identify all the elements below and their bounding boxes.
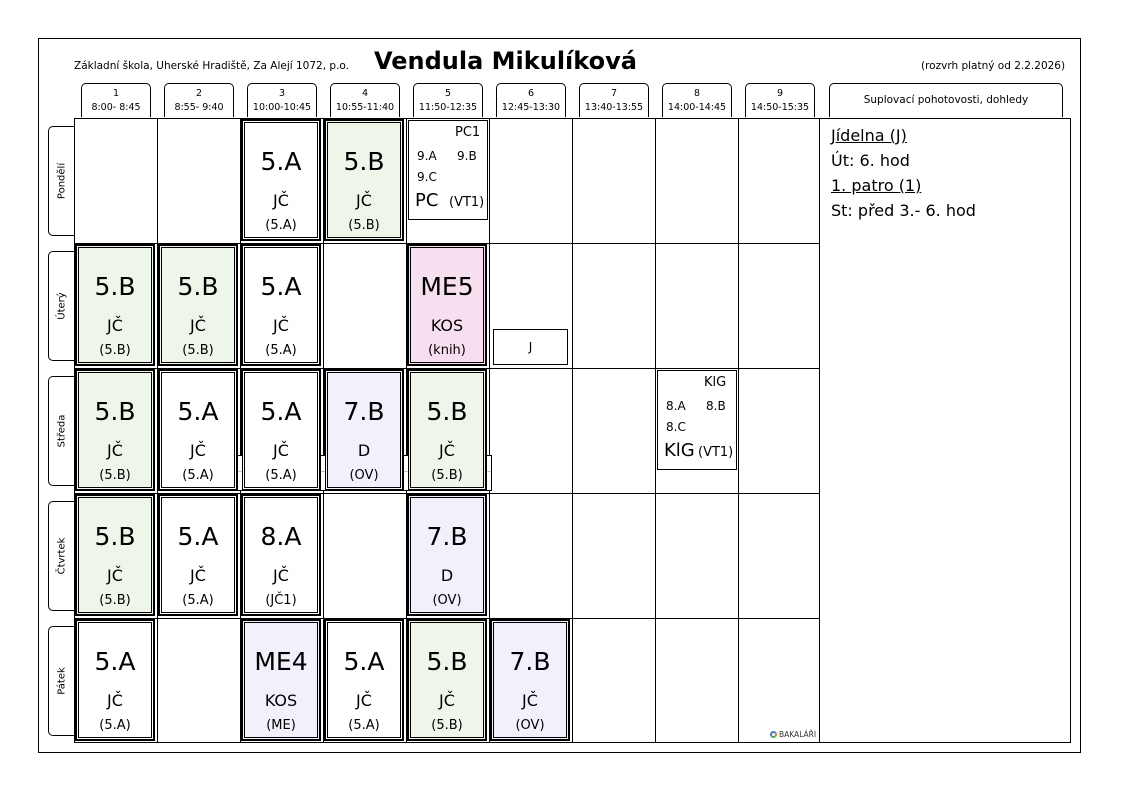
day-header (48, 626, 74, 736)
grid-column-line (655, 118, 656, 743)
period-header-8 (662, 83, 732, 117)
lesson-cell[interactable] (324, 619, 404, 741)
lesson-class: 5.A (260, 272, 302, 301)
lesson-room: (5.B) (348, 218, 380, 233)
lesson-subject: JČ (522, 691, 538, 710)
group-class: 8.B (706, 399, 726, 413)
day-label: Pondělí (56, 162, 67, 200)
lesson-class: 5.B (426, 647, 468, 676)
valid-from: (rozvrh platný od 2.2.2026) (921, 60, 1066, 72)
day-label: Čtvrtek (56, 537, 67, 575)
period-number: 4 (361, 88, 369, 99)
lesson-class: 5.B (426, 397, 468, 426)
group-room: (VT1) (449, 195, 485, 210)
period-number: 3 (278, 88, 286, 99)
lesson-room: (5.A) (348, 718, 380, 733)
supervision-item: St: před 3.- 6. hod (831, 201, 976, 220)
lesson-class: 5.A (343, 647, 385, 676)
lesson-cell[interactable] (158, 369, 238, 491)
lesson-room: (5.A) (265, 468, 297, 483)
period-number: 5 (444, 88, 452, 99)
lesson-cell[interactable] (75, 494, 155, 616)
lesson-class: ME4 (254, 647, 308, 676)
lesson-class: ME5 (420, 272, 474, 301)
lesson-class: 7.B (426, 522, 468, 551)
lesson-subject: KOS (430, 316, 464, 335)
school-name: Základní škola, Uherské Hradiště, Za Alejí 1072, p.o. (74, 60, 349, 72)
lesson-subject: JČ (439, 441, 455, 460)
lesson-room: (ME) (266, 718, 296, 733)
period-number: 9 (776, 88, 784, 99)
brand-name: BAKALÁŘI (779, 730, 817, 739)
supervision-mark[interactable]: J (493, 329, 568, 365)
lesson-cell[interactable] (75, 244, 155, 366)
day-header (48, 251, 74, 361)
group-subject: KlG (664, 440, 695, 461)
period-header-1 (81, 83, 151, 117)
period-time: 8:55- 9:40 (174, 102, 224, 113)
period-time: 8:00- 8:45 (91, 102, 141, 113)
lesson-subject: JČ (356, 191, 372, 210)
lesson-subject: JČ (273, 566, 289, 585)
period-header-7 (579, 83, 649, 117)
period-number: 1 (112, 88, 120, 99)
supervision-item: Jídelna (J) (831, 126, 907, 145)
lesson-room: (OV) (515, 718, 545, 733)
period-header-6 (496, 83, 566, 117)
cell-marker: ·· (403, 455, 409, 491)
lesson-cell[interactable] (490, 619, 570, 741)
day-header (48, 376, 74, 486)
lesson-room: (5.A) (265, 343, 297, 358)
period-header-3 (247, 83, 317, 117)
period-number: 6 (527, 88, 535, 99)
group-class: 9.A (417, 149, 437, 163)
lesson-cell[interactable] (407, 619, 487, 741)
group-name: PC1 (455, 125, 481, 140)
lesson-subject: JČ (107, 316, 123, 335)
lesson-cell[interactable] (241, 619, 321, 741)
period-header-2 (164, 83, 234, 117)
period-header-5 (413, 83, 483, 117)
lesson-cell[interactable] (241, 244, 321, 366)
lesson-room: (5.A) (265, 218, 297, 233)
bakalari-logo (770, 730, 816, 739)
lesson-room: (OV) (432, 593, 462, 608)
lesson-cell[interactable] (75, 619, 155, 741)
lesson-subject: JČ (107, 691, 123, 710)
group-subject: PC (415, 190, 439, 211)
supervision-item: 1. patro (1) (831, 176, 922, 195)
lesson-room: (5.B) (431, 468, 463, 483)
cell-marker: ·· (237, 455, 243, 491)
lesson-room: (5.A) (182, 468, 214, 483)
period-header-9 (745, 83, 815, 117)
lesson-class: 5.A (260, 147, 302, 176)
lesson-class: 5.B (94, 397, 136, 426)
lesson-class: 7.B (343, 397, 385, 426)
day-label: Úterý (56, 292, 67, 320)
lesson-subject: KOS (264, 691, 298, 710)
lesson-room: (OV) (349, 468, 379, 483)
group-lesson-cell[interactable] (408, 120, 488, 220)
lesson-class: 7.B (509, 647, 551, 676)
period-time: 13:40-13:55 (584, 102, 644, 113)
lesson-subject: JČ (190, 566, 206, 585)
group-room: (VT1) (698, 445, 734, 460)
period-time: 10:00-10:45 (252, 102, 312, 113)
lesson-cell[interactable] (407, 494, 487, 616)
lesson-cell[interactable] (158, 244, 238, 366)
lesson-class: 5.B (177, 272, 219, 301)
lesson-subject: JČ (190, 316, 206, 335)
bakalari-logo-icon (770, 731, 777, 738)
period-number: 7 (610, 88, 618, 99)
group-name: KlG (704, 375, 727, 390)
lesson-class: 5.B (94, 522, 136, 551)
period-number: 8 (693, 88, 701, 99)
period-time: 14:50-15:35 (750, 102, 810, 113)
lesson-cell[interactable] (241, 119, 321, 241)
lesson-subject: JČ (190, 441, 206, 460)
day-header (48, 501, 74, 611)
lesson-subject: JČ (107, 566, 123, 585)
lesson-cell[interactable] (75, 369, 155, 491)
group-class: 9.C (417, 170, 437, 184)
lesson-room: (JČ1) (265, 593, 297, 608)
lesson-subject: JČ (273, 441, 289, 460)
lesson-class: 5.A (94, 647, 136, 676)
lesson-subject: JČ (273, 191, 289, 210)
lesson-room: (5.B) (431, 718, 463, 733)
lesson-class: 5.A (177, 397, 219, 426)
period-number: 2 (195, 88, 203, 99)
lesson-subject: JČ (273, 316, 289, 335)
period-time: 11:50-12:35 (418, 102, 478, 113)
period-header-4 (330, 83, 400, 117)
lesson-room: (5.B) (99, 593, 131, 608)
period-time: 10:55-11:40 (335, 102, 395, 113)
lesson-class: 5.B (94, 272, 136, 301)
lesson-cell[interactable] (407, 244, 487, 366)
lesson-class: 5.B (343, 147, 385, 176)
lesson-cell[interactable] (324, 119, 404, 241)
group-lesson-cell[interactable] (657, 370, 737, 470)
lesson-room: (5.B) (99, 343, 131, 358)
lesson-cell[interactable] (241, 369, 321, 491)
group-class: 8.A (666, 399, 686, 413)
lesson-cell[interactable] (158, 494, 238, 616)
cell-marker: ·· (486, 455, 492, 491)
lesson-room: (5.A) (99, 718, 131, 733)
supervision-header: Suplovací pohotovosti, dohledy (829, 83, 1063, 117)
lesson-subject: JČ (439, 691, 455, 710)
lesson-class: 5.A (177, 522, 219, 551)
grid-column-line (738, 118, 739, 743)
lesson-class: 8.A (260, 522, 302, 551)
lesson-subject: JČ (107, 441, 123, 460)
lesson-subject: D (357, 441, 371, 460)
lesson-room: (5.A) (182, 593, 214, 608)
lesson-room: (5.B) (99, 468, 131, 483)
lesson-class: 5.A (260, 397, 302, 426)
lesson-cell[interactable] (324, 369, 404, 491)
group-class: 8.C (666, 420, 686, 434)
lesson-subject: JČ (356, 691, 372, 710)
day-header (48, 126, 74, 236)
supervision-item: Út: 6. hod (831, 151, 910, 170)
lesson-room: (knih) (428, 343, 466, 358)
lesson-cell[interactable] (407, 369, 487, 491)
grid-column-line (572, 118, 573, 743)
period-time: 12:45-13:30 (501, 102, 561, 113)
lesson-room: (5.B) (182, 343, 214, 358)
teacher-name: Vendula Mikulíková (374, 47, 637, 75)
lesson-cell[interactable] (241, 494, 321, 616)
period-time: 14:00-14:45 (667, 102, 727, 113)
lesson-subject: D (440, 566, 454, 585)
day-label: Pátek (56, 667, 67, 695)
group-class: 9.B (457, 149, 477, 163)
day-label: Středa (56, 414, 67, 448)
cell-marker: ·· (320, 455, 326, 491)
